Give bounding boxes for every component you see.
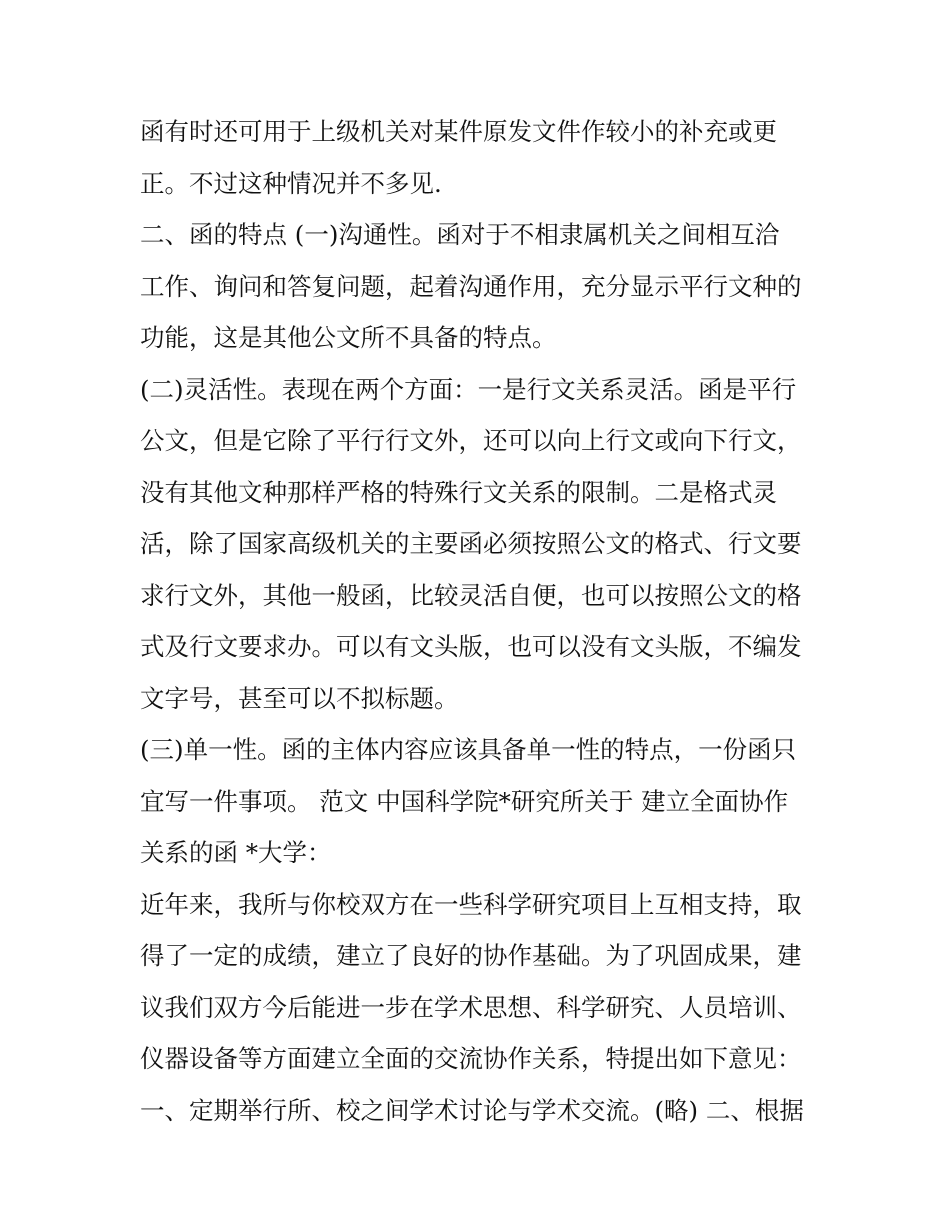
text-line: 没有其他文种那样严格的特殊行文关系的限制。二是格式灵 <box>140 477 777 507</box>
text-line: 工作、询问和答复问题，起着沟通作用，充分显示平行文种的 <box>140 271 802 301</box>
text-line: 式及行文要求办。可以有文头版，也可以没有文头版，不编发 <box>140 632 802 661</box>
text-line: 求行文外，其他一般函，比较灵活自便，也可以按照公文的格 <box>140 580 802 610</box>
text-line: 宜写一件事项。 范文 中国科学院*研究所关于 建立全面协作 <box>140 786 789 816</box>
text-line: 功能，这是其他公文所不具备的特点。 <box>140 323 557 352</box>
text-line: 得了一定的成绩，建立了良好的协作基础。为了巩固成果，建 <box>140 941 802 970</box>
text-line: 议我们双方今后能进一步在学术思想、科学研究、人员培训、 <box>140 992 802 1022</box>
document-body <box>140 106 830 1136</box>
text-line: (三)单一性。函的主体内容应该具备单一性的特点，一份函只 <box>140 735 797 764</box>
text-line: 正。不过这种情况并不多见. <box>140 168 442 198</box>
text-line: 文字号，甚至可以不拟标题。 <box>140 683 459 713</box>
text-line: (二)灵活性。表现在两个方面：一是行文关系灵活。函是平行 <box>140 374 797 404</box>
text-line: 公文，但是它除了平行行文外，还可以向上行文或向下行文， <box>140 426 802 455</box>
text-line: 一、定期举行所、校之间学术讨论与学术交流。(略) 二、根据 <box>140 1095 804 1125</box>
text-line: 二、函的特点 (一)沟通性。函对于不相隶属机关之间相互洽 <box>140 220 780 249</box>
text-line: 近年来，我所与你校双方在一些科学研究项目上互相支持，取 <box>140 889 802 919</box>
text-line: 仪器设备等方面建立全面的交流协作关系，特提出如下意见： <box>140 1044 802 1073</box>
text-line: 函有时还可用于上级机关对某件原发文件作较小的补充或更 <box>140 117 777 146</box>
text-line: 活，除了国家高级机关的主要函必须按照公文的格式、行文要 <box>140 529 802 558</box>
text-line: 关系的函 *大学： <box>140 838 332 867</box>
